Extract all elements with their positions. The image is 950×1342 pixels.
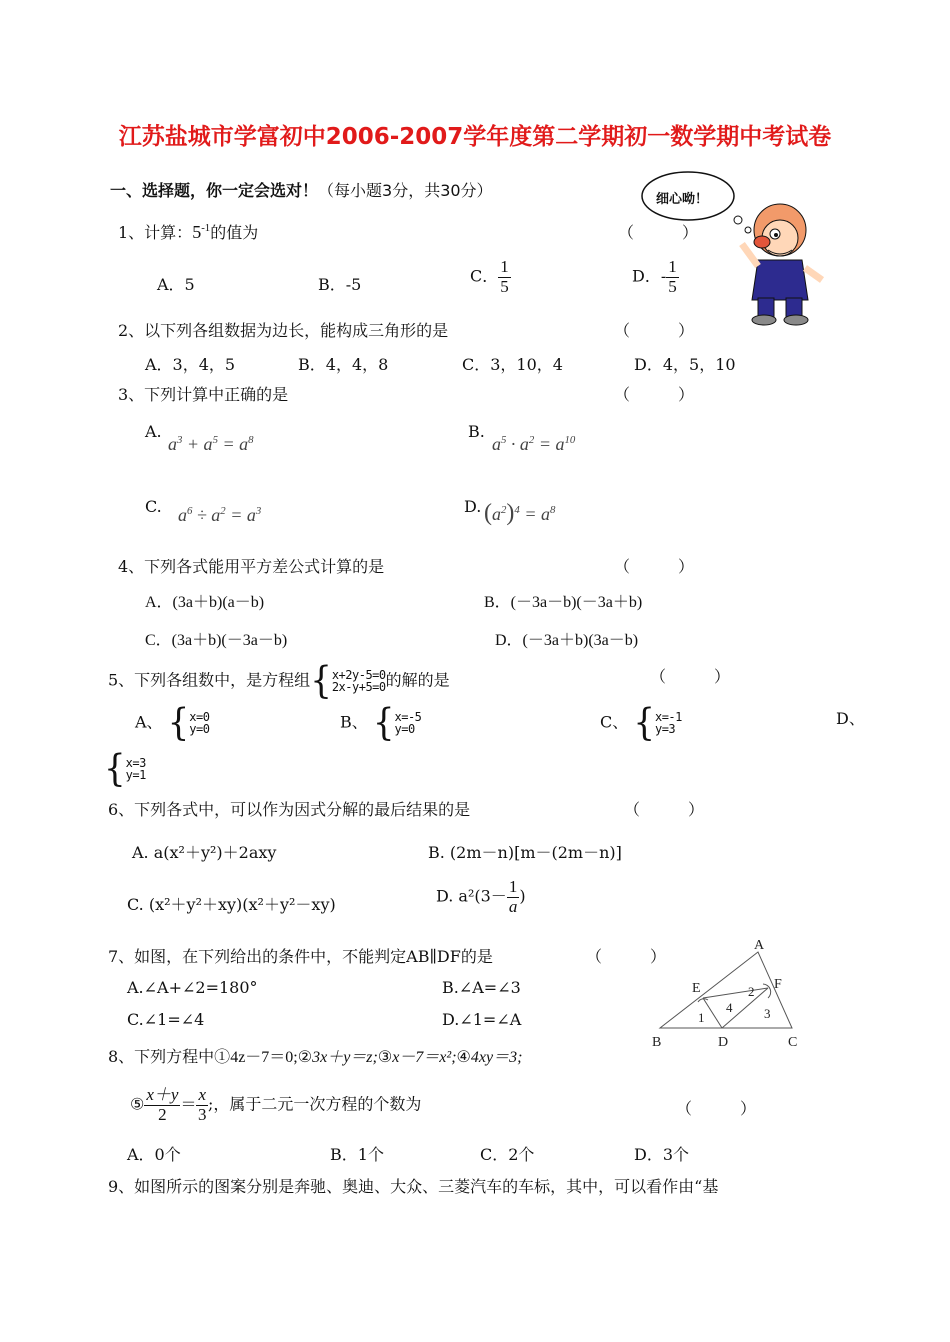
q4-option-a: A．(3a＋b)(a－b): [145, 594, 265, 611]
q3-option-d-label: D.: [464, 497, 482, 516]
fig-label-E: E: [692, 981, 701, 996]
mascot-speech-bubble: 细心呦！: [656, 192, 709, 207]
q8-stem-text: 8、下列方程中①: [108, 1047, 231, 1066]
q8-line-2: [130, 1086, 421, 1124]
q5-b-row-2: y=0: [394, 722, 415, 736]
fig-label-F: F: [774, 977, 782, 992]
q1-answer-paren: （ ）: [618, 223, 699, 242]
q1-c-label: C．: [470, 266, 499, 286]
q1-option-b: B．-5: [318, 275, 362, 294]
q7-option-a: A.∠A+∠2=180°: [127, 978, 258, 997]
question-5-stem: [108, 659, 450, 703]
q8-tail: ;，属于二元一次方程的个数为: [208, 1094, 422, 1114]
q4-answer-paren: （ ）: [614, 557, 695, 576]
q8-fraction-left: [144, 1086, 180, 1124]
question-1-stem: [118, 220, 258, 243]
q8-left-numerator: x＋y: [146, 1085, 179, 1104]
fig-angle-4: 4: [726, 1000, 733, 1015]
section-heading-text: 一、选择题，你一定会选对！: [110, 181, 319, 200]
q5-a-label: A、: [135, 712, 163, 732]
q5-answer-paren: （ ）: [650, 667, 731, 686]
q1-base: 5: [192, 222, 202, 242]
q5-option-b: B、 { x=-5 y=0: [340, 701, 422, 745]
q6-option-c: C. (x²＋y²＋xy)(x²＋y²－xy): [127, 895, 336, 914]
q5-c-row-2: y=3: [654, 722, 676, 736]
question-7-stem: 7、如图，在下列给出的条件中，不能判定AB∥DF的是: [108, 947, 493, 966]
q1-option-d: [632, 258, 679, 296]
q3-option-c-formula: $a^6 \div a^2 = a^3$: [178, 505, 262, 525]
q5-system-row-2: 2x-y+5=0: [331, 680, 386, 694]
q8-option-b: B．1个: [330, 1145, 384, 1164]
q8-option-d: D．3个: [634, 1145, 690, 1164]
q1-tail: 的值为: [210, 223, 259, 242]
q5-option-c: C、 { x=-1 y=3: [600, 701, 682, 745]
fig-angle-2: 2: [748, 984, 755, 999]
q6-answer-paren: （ ）: [624, 800, 705, 819]
q1-d-label: D．-: [632, 266, 667, 286]
question-3-stem: 3、下列计算中正确的是: [118, 385, 289, 404]
q8-answer-paren: （ ）: [676, 1099, 757, 1118]
question-2-stem: 2、以下列各组数据为边长，能构成三角形的是: [118, 321, 449, 340]
section-score-note: （每小题3分，共30分）: [318, 181, 493, 200]
q8-equals: ＝: [180, 1094, 197, 1114]
q8-equation-2: 3x＋y＝z;: [312, 1049, 378, 1066]
q8-circle-4: ④: [456, 1047, 471, 1066]
q5-tail: 的解的是: [385, 670, 450, 690]
question-9-stem: 9、如图所示的图案分别是奔驰、奥迪、大众、三菱汽车的车标，其中，可以看作由“基: [108, 1177, 719, 1196]
page-title: 江苏盐城市学富初中2006-2007学年度第二学期初一数学期中考试卷: [118, 124, 832, 150]
q4-option-c: C．(3a＋b)(－3a－b): [145, 632, 288, 649]
q7-triangle-figure: [648, 940, 808, 1050]
q5-b-label: B、: [340, 712, 368, 732]
mascot-illustration: [630, 160, 830, 330]
q8-option-a: A．0个: [127, 1145, 181, 1164]
fig-angle-3: 3: [764, 1006, 771, 1021]
fig-angle-1: 1: [698, 1010, 705, 1025]
q1-d-fraction: [666, 258, 679, 296]
q1-exponent: -1: [201, 222, 211, 234]
q2-option-b: B．4，4，8: [298, 355, 389, 374]
q5-option-d-label: D、: [836, 709, 865, 728]
q3-option-b-label: B.: [468, 422, 485, 441]
q8-equation-1: 4z－7＝0;: [230, 1049, 298, 1066]
q8-equation-4: 4xy＝3;: [470, 1049, 523, 1066]
q1-c-denominator: 5: [500, 276, 509, 296]
q6-d-label: D. a²(3－: [436, 886, 507, 906]
q8-circle-5: ⑤: [130, 1094, 145, 1114]
fig-label-C: C: [788, 1035, 798, 1050]
q1-c-numerator: 1: [500, 257, 509, 276]
q8-circle-2: ②: [297, 1047, 313, 1066]
q2-option-c: C．3，10，4: [462, 355, 563, 374]
q4-option-d: D．(－3a＋b)(3a－b): [495, 632, 639, 649]
q5-a-row-1: x=0: [189, 710, 210, 724]
q7-option-d: D.∠1=∠A: [442, 1010, 522, 1029]
question-6-stem: 6、下列各式中，可以作为因式分解的最后结果的是: [108, 800, 471, 819]
question-8-stem: [108, 1044, 522, 1067]
q7-option-c: C.∠1=∠4: [127, 1010, 205, 1029]
q1-option-c: [470, 258, 511, 296]
q8-left-denominator: 2: [158, 1104, 167, 1124]
q5-d-row-2: y=1: [125, 768, 146, 782]
q3-option-d-formula: $(a^2)^4 = a^8$: [484, 500, 556, 526]
q1-d-denominator: 5: [668, 276, 677, 296]
triangle-diagram: [648, 940, 808, 1050]
q5-option-a: A、 { x=0 y=0: [135, 701, 210, 745]
q5-d-row-1: x=3: [125, 756, 146, 770]
q2-answer-paren: （ ）: [614, 321, 695, 340]
q1-d-numerator: 1: [668, 257, 677, 276]
q3-answer-paren: （ ）: [614, 385, 695, 404]
q1-expression: [192, 222, 210, 242]
cartoon-mascot-icon: [630, 160, 830, 330]
q7-option-b: B.∠A=∠3: [442, 978, 521, 997]
section-heading: [110, 178, 493, 201]
fig-label-B: B: [652, 1035, 662, 1050]
q1-c-fraction: [498, 258, 511, 296]
q7-answer-paren: （ ）: [586, 947, 667, 966]
q6-d-denominator: a: [508, 896, 518, 916]
q2-option-a: A．3，4，5: [145, 355, 236, 374]
q6-d-close: ): [519, 886, 526, 906]
q5-option-d: { x=3 y=1: [104, 747, 146, 791]
q2-option-d: D．4，5，10: [634, 355, 736, 374]
q6-option-d: [436, 878, 526, 916]
question-4-stem: 4、下列各式能用平方差公式计算的是: [118, 557, 385, 576]
q5-c-label: C、: [600, 712, 629, 732]
q8-fraction-right: [196, 1086, 208, 1124]
q1-option-a: A．5: [157, 275, 195, 294]
q8-equation-3: x－7＝x²;: [392, 1049, 457, 1066]
fig-label-A: A: [754, 940, 765, 953]
q3-option-a-formula: $a^3 + a^5 = a^8$: [168, 434, 254, 454]
q6-option-b: B. (2m－n)[m－(2m－n)]: [428, 843, 622, 862]
q8-right-denominator: 3: [197, 1104, 207, 1124]
q8-circle-3: ③: [377, 1047, 393, 1066]
q8-option-c: C．2个: [480, 1145, 535, 1164]
q5-a-row-2: y=0: [189, 722, 210, 736]
q3-option-a-label: A.: [145, 422, 162, 441]
q5-stem-text: 5、下列各组数中，是方程组: [108, 670, 311, 690]
q3-option-c-label: C.: [145, 497, 162, 516]
q4-option-b: B．(－3a－b)(－3a＋b): [484, 594, 643, 611]
q1-stem-text: 1、计算：: [118, 223, 193, 242]
q6-option-a: A. a(x²＋y²)＋2axy: [132, 843, 277, 862]
q6-d-numerator: 1: [508, 877, 518, 896]
q8-right-numerator: x: [198, 1085, 206, 1104]
q5-c-row-1: x=-1: [654, 710, 682, 724]
fig-label-D: D: [718, 1035, 729, 1050]
q5-system-row-1: x+2y-5=0: [331, 668, 386, 682]
q5-b-row-1: x=-5: [394, 710, 422, 724]
q3-option-b-formula: $a^5 \cdot a^2 = a^{10}$: [492, 434, 576, 454]
q6-d-fraction: [507, 878, 520, 916]
q5-equation-system: { x+2y-5=0 2x-y+5=0: [310, 659, 386, 703]
